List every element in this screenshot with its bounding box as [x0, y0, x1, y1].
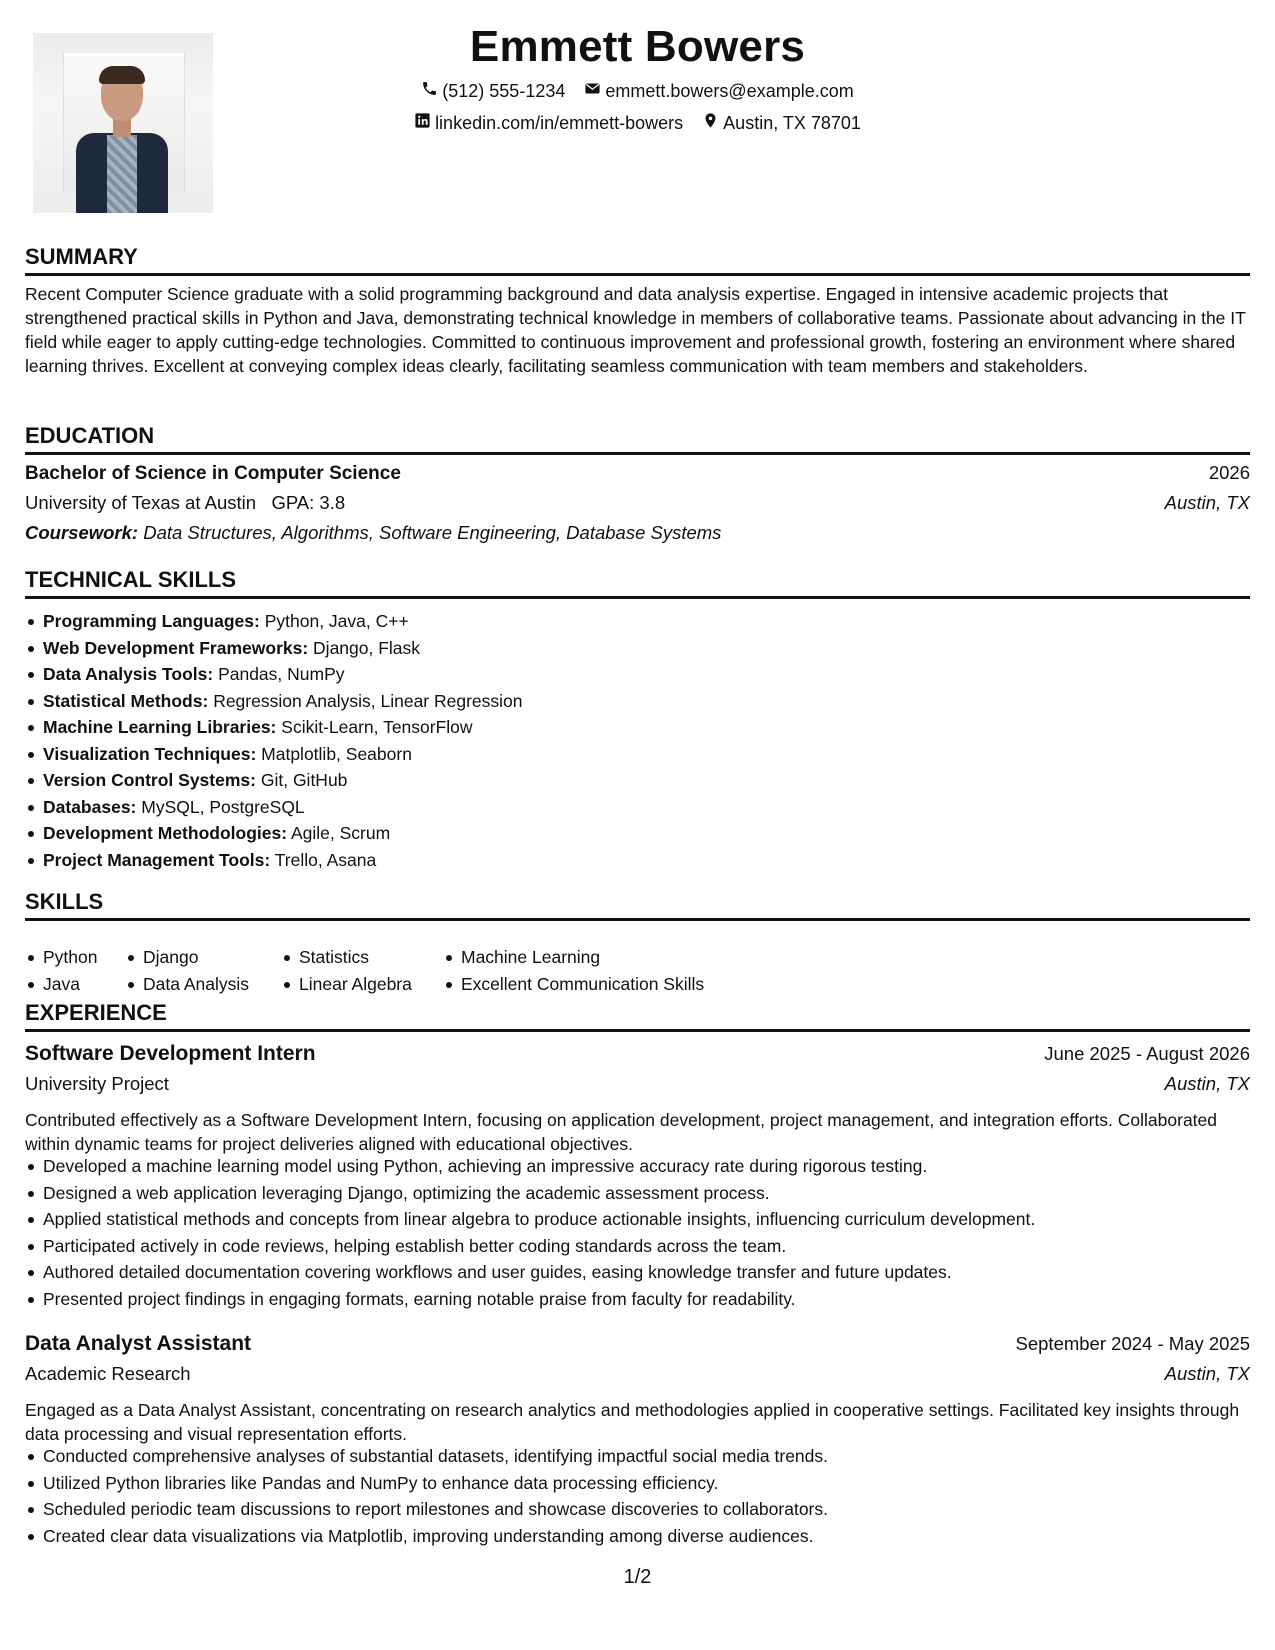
graduation-year: 2026 — [1208, 462, 1250, 483]
job-org-row — [25, 1363, 1250, 1385]
coursework-label: Coursework: — [25, 522, 139, 543]
list-item: Authored detailed documentation covering workflows and user guides, easing knowledge transfer and future updates. — [25, 1259, 1250, 1286]
skills-heading: SKILLS — [25, 889, 1250, 921]
skills-column — [125, 944, 281, 997]
phone-contact[interactable] — [421, 80, 565, 102]
job-dates: September 2024 - May 2025 — [1015, 1333, 1250, 1354]
list-item: Django — [125, 944, 281, 971]
education-heading: EDUCATION — [25, 423, 1250, 455]
summary-text: Recent Computer Science graduate with a solid programming background and data analysis expertise. Engaged in intensive academic projects that strengthened practical skills in Python and Java, demonstrating technical knowledge in members of collaborative teams. Passionate about advancing in the IT field while eager to apply cutting-edge technologies. Committed to continuous improvement and professional growth, fostering an environment where shared learning thrives. Excellent at conveying complex ideas clearly, facilitating seamless communication with team members and stakeholders. — [25, 284, 1246, 376]
job-location: Austin, TX — [1164, 1073, 1250, 1094]
list-item: Applied statistical methods and concepts from linear algebra to produce actionable insights, influencing curriculum development. — [25, 1206, 1250, 1233]
location-text: Austin, TX 78701 — [723, 112, 861, 133]
list-item: Participated actively in code reviews, helping establish better coding standards across the team. — [25, 1233, 1250, 1260]
list-item: Statistics — [281, 944, 443, 971]
job-bullets — [25, 1153, 1250, 1312]
gpa: GPA: 3.8 — [271, 492, 346, 513]
job-dates: June 2025 - August 2026 — [1044, 1043, 1250, 1064]
job-header-row — [25, 1332, 1250, 1356]
skills-column — [25, 944, 125, 997]
list-item: Designed a web application leveraging Django, optimizing the academic assessment process. — [25, 1180, 1250, 1207]
school-name: University of Texas at Austin — [25, 492, 257, 513]
list-item: Created clear data visualizations via Matplotlib, improving understanding among diverse audiences. — [25, 1523, 1250, 1550]
list-item: Presented project findings in engaging formats, earning notable praise from faculty for readability. — [25, 1286, 1250, 1313]
skills-column — [443, 944, 743, 997]
linkedin-icon — [414, 112, 435, 134]
list-item: Version Control Systems: Git, GitHub — [25, 767, 1250, 794]
list-item: Developed a machine learning model using Python, achieving an impressive accuracy rate during rigorous testing. — [25, 1153, 1250, 1180]
list-item: Scheduled periodic team discussions to report milestones and showcase discoveries to collaborators. — [25, 1496, 1250, 1523]
contact-line-2 — [25, 112, 1250, 134]
contact-line-1 — [25, 80, 1250, 102]
job-organization: Academic Research — [25, 1363, 191, 1384]
job-bullets — [25, 1443, 1250, 1549]
list-item: Project Management Tools: Trello, Asana — [25, 847, 1250, 874]
list-item: Machine Learning Libraries: Scikit-Learn, TensorFlow — [25, 714, 1250, 741]
list-item: Statistical Methods: Regression Analysis, Linear Regression — [25, 688, 1250, 715]
phone-icon — [421, 80, 442, 102]
list-item: Data Analysis — [125, 971, 281, 998]
job-description: Contributed effectively as a Software Development Intern, focusing on application development, project management, and integration efforts. Collaborated within dynamic teams for project deliveries aligned with educational objectives. — [25, 1110, 1218, 1154]
page-number: 1/2 — [623, 1566, 652, 1588]
education-school-row — [25, 492, 1250, 514]
list-item: Machine Learning — [443, 944, 743, 971]
job-organization: University Project — [25, 1073, 169, 1094]
list-item: Utilized Python libraries like Pandas and NumPy to enhance data processing efficiency. — [25, 1470, 1250, 1497]
email-contact[interactable] — [584, 80, 853, 102]
location-contact — [702, 112, 861, 134]
list-item: Development Methodologies: Agile, Scrum — [25, 820, 1250, 847]
technical-skills-heading: TECHNICAL SKILLS — [25, 567, 1250, 599]
list-item: Conducted comprehensive analyses of substantial datasets, identifying impactful social media trends. — [25, 1443, 1250, 1470]
coursework-line — [25, 522, 721, 544]
list-item: Programming Languages: Python, Java, C++ — [25, 608, 1250, 635]
linkedin-text: linkedin.com/in/emmett-bowers — [435, 112, 684, 133]
list-item: Visualization Techniques: Matplotlib, Seaborn — [25, 741, 1250, 768]
list-item: Databases: MySQL, PostgreSQL — [25, 794, 1250, 821]
list-item: Data Analysis Tools: Pandas, NumPy — [25, 661, 1250, 688]
skills-column — [281, 944, 443, 997]
school-location: Austin, TX — [1164, 492, 1250, 513]
education-degree-row — [25, 462, 1250, 485]
coursework-list: Data Structures, Algorithms, Software Engineering, Database Systems — [143, 522, 722, 543]
job-title: Software Development Intern — [25, 1042, 316, 1065]
school-info — [25, 492, 345, 514]
technical-skills-list — [25, 608, 1250, 873]
email-text: emmett.bowers@example.com — [605, 80, 854, 101]
list-item: Excellent Communication Skills — [443, 971, 743, 998]
list-item: Python — [25, 944, 125, 971]
list-item: Java — [25, 971, 125, 998]
coursework-row — [25, 522, 1250, 544]
job-header-row — [25, 1042, 1250, 1066]
linkedin-contact[interactable] — [414, 112, 683, 134]
map-pin-icon — [702, 112, 723, 134]
list-item: Linear Algebra — [281, 971, 443, 998]
list-item: Web Development Frameworks: Django, Flask — [25, 635, 1250, 662]
job-description: Engaged as a Data Analyst Assistant, concentrating on research analytics and methodologies applied in cooperative settings. Facilitated key insights through data processing and visual representation efforts. — [25, 1400, 1240, 1444]
job-location: Austin, TX — [1164, 1363, 1250, 1384]
summary-heading: SUMMARY — [25, 244, 1250, 276]
job-org-row — [25, 1073, 1250, 1095]
job-title: Data Analyst Assistant — [25, 1332, 252, 1355]
envelope-icon — [584, 80, 605, 102]
phone-text: (512) 555-1234 — [442, 80, 566, 101]
degree-title: Bachelor of Science in Computer Science — [25, 463, 401, 484]
skills-grid — [25, 944, 743, 997]
experience-heading: EXPERIENCE — [25, 1000, 1250, 1032]
candidate-name: Emmett Bowers — [469, 22, 806, 71]
